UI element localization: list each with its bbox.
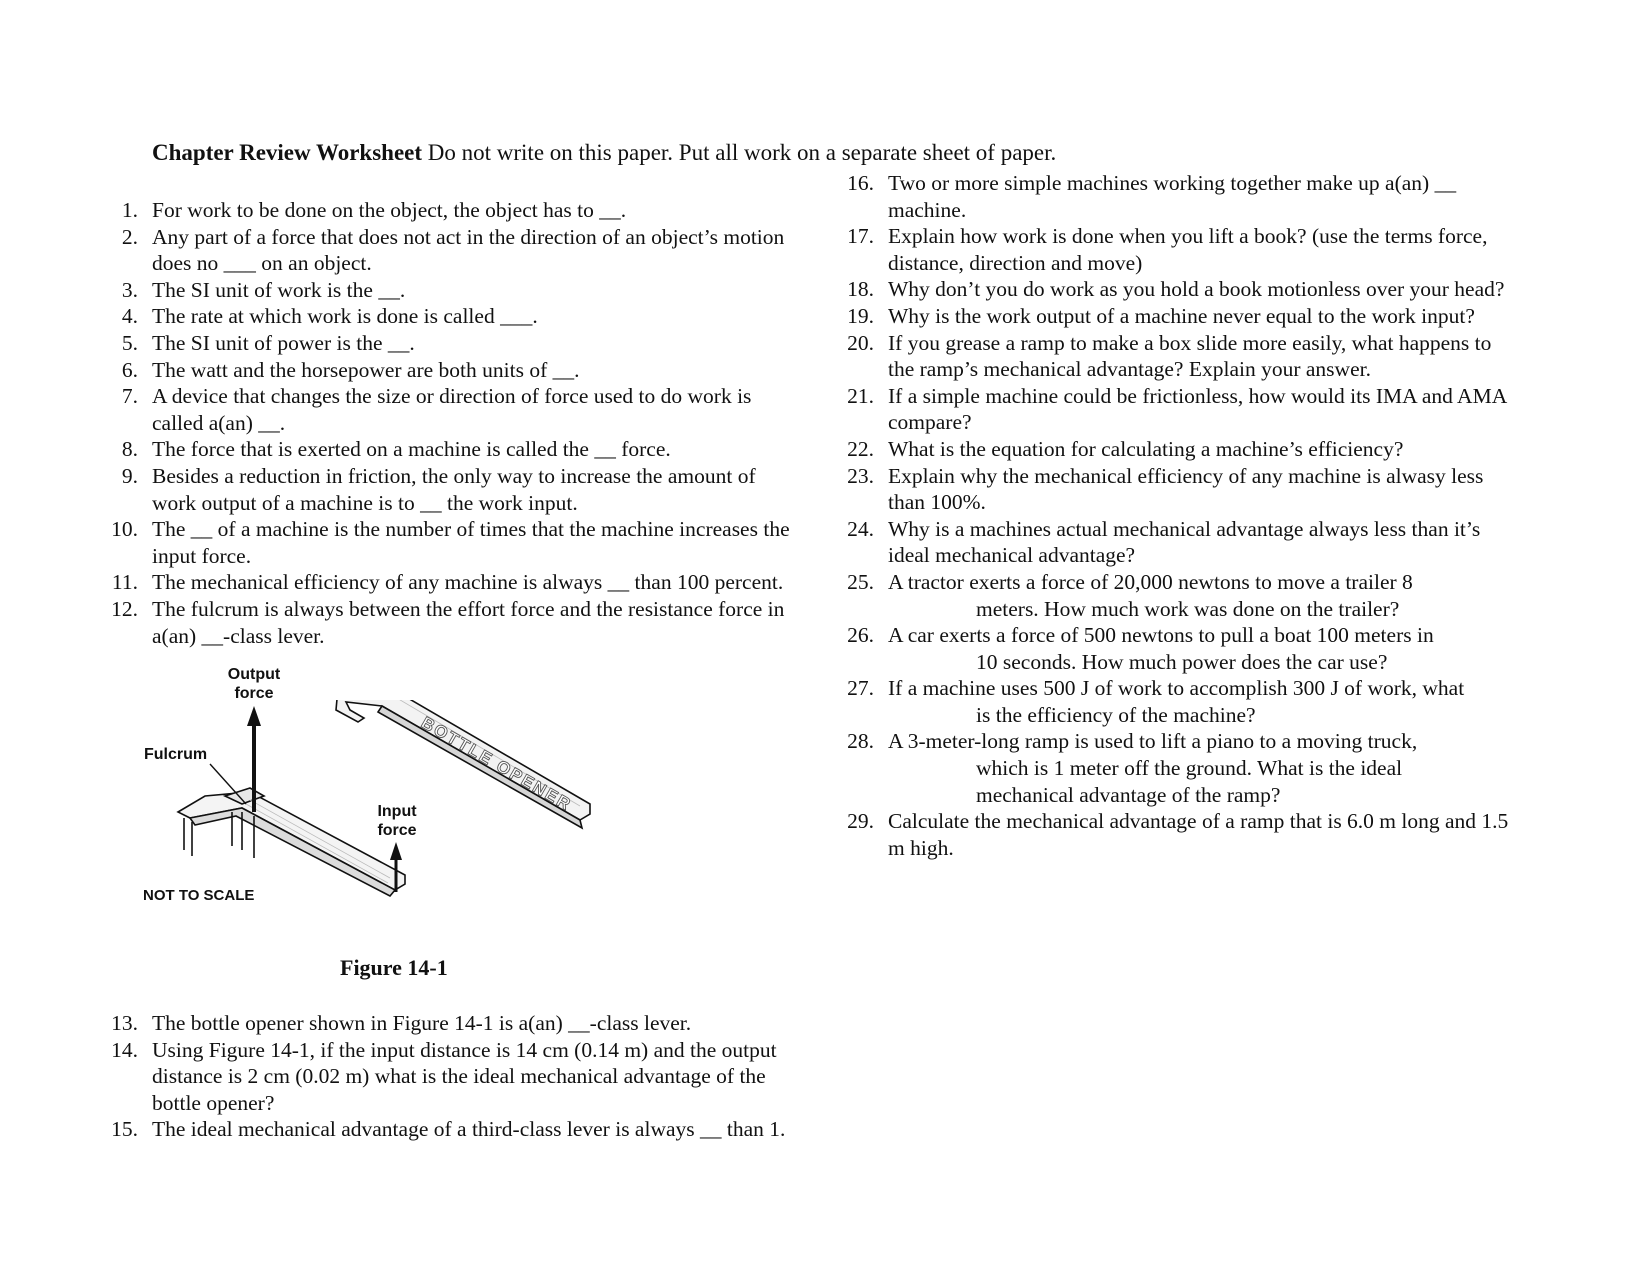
question-item: [840, 383, 1520, 436]
output-force-label-line2: force: [234, 685, 274, 702]
fulcrum-label: Fulcrum: [144, 746, 208, 763]
not-to-scale-label: NOT TO SCALE: [143, 887, 255, 904]
question-number: 19.: [847, 303, 874, 328]
figure-14-1: [143, 666, 640, 920]
output-force-label: [222, 665, 286, 703]
question-text: Why is the work output of a machine never equal to the work input?: [888, 303, 1475, 328]
question-item: [104, 197, 794, 224]
question-item: [840, 463, 1520, 516]
problem-text-line2: is the efficiency of the machine?: [976, 702, 1256, 727]
question-number: 21.: [847, 383, 874, 408]
question-text: Why don’t you do work as you hold a book motionless over your head?: [888, 277, 1505, 302]
question-list-right: [840, 170, 1520, 861]
worksheet-title: Chapter Review Worksheet: [152, 140, 423, 165]
question-item: [104, 357, 794, 384]
input-force-label-line2: force: [377, 822, 417, 839]
question-item: [840, 516, 1520, 569]
question-item: [104, 596, 794, 649]
question-text: Why is a machines actual mechanical advantage always less than it’s ideal mechanical advantage?: [888, 516, 1481, 568]
question-number: 27.: [847, 676, 874, 701]
question-text: Besides a reduction in friction, the only way to increase the amount of work output of a machine is to __ the work input.: [152, 463, 756, 515]
problem-item: [840, 675, 1520, 728]
question-item: [104, 303, 794, 330]
question-text: Using Figure 14-1, if the input distance is 14 cm (0.14 m) and the output distance is 2 cm (0.02 m) what is the ideal mechanical advantage of the bottle opener?: [152, 1037, 777, 1115]
question-number: 9.: [121, 463, 138, 488]
question-number: 2.: [121, 224, 138, 249]
question-number: 12.: [111, 596, 138, 621]
question-text: The ideal mechanical advantage of a third-class lever is always __ than 1.: [152, 1117, 786, 1142]
question-item: [840, 330, 1520, 383]
question-number: 28.: [847, 729, 874, 754]
question-list-left-bottom: [104, 1010, 794, 1143]
question-number: 23.: [847, 463, 874, 488]
question-number: 16.: [847, 171, 874, 195]
output-force-label-line1: Output: [227, 666, 281, 683]
question-text: If you grease a ramp to make a box slide more easily, what happens to the ramp’s mechanical advantage? Explain your answer.: [888, 330, 1492, 382]
question-number: 1.: [121, 198, 138, 222]
question-text: For work to be done on the object, the object has to __.: [152, 198, 627, 222]
question-number: 11.: [111, 570, 138, 595]
question-text: Calculate the mechanical advantage of a ramp that is 6.0 m long and 1.5 m high.: [888, 809, 1509, 860]
question-text: If a simple machine could be frictionless, how would its IMA and AMA compare?: [888, 383, 1507, 435]
problem-item: [840, 569, 1520, 622]
question-text: Any part of a force that does not act in the direction of an object’s motion does no ___ on an object.: [152, 224, 785, 276]
question-item: [104, 277, 794, 304]
question-number: 6.: [121, 357, 138, 382]
question-text: The force that is exerted on a machine is called the __ force.: [152, 437, 671, 462]
question-number: 13.: [111, 1011, 138, 1035]
question-number: 5.: [121, 330, 138, 355]
question-number: 7.: [121, 384, 138, 409]
question-item: [840, 223, 1520, 276]
question-number: 22.: [847, 436, 874, 461]
problem-item: [840, 728, 1520, 808]
question-number: 4.: [121, 304, 138, 329]
problem-text-line2: meters. How much work was done on the trailer?: [976, 596, 1400, 621]
question-text: The bottle opener shown in Figure 14-1 is a(an) __-class lever.: [152, 1011, 692, 1035]
question-number: 20.: [847, 330, 874, 355]
question-text: The fulcrum is always between the effort force and the resistance force in a(an) __-class lever.: [152, 596, 785, 648]
figure-caption: Figure 14-1: [340, 955, 448, 980]
question-number: 24.: [847, 516, 874, 541]
question-text: Explain how work is done when you lift a book? (use the terms force, distance, direction and move): [888, 224, 1488, 275]
problem-text-line1: A tractor exerts a force of 20,000 newtons to move a trailer 8: [888, 569, 1413, 594]
question-item: [840, 808, 1520, 861]
problem-text-line3: mechanical advantage of the ramp?: [976, 782, 1281, 807]
question-item: [104, 330, 794, 357]
question-number: 14.: [111, 1037, 138, 1062]
question-list-left: [104, 197, 794, 649]
worksheet-instructions: Do not write on this paper. Put all work on a separate sheet of paper.: [427, 140, 1057, 165]
question-number: 29.: [847, 809, 874, 834]
question-text: What is the equation for calculating a machine’s efficiency?: [888, 436, 1404, 461]
question-text: Two or more simple machines working together make up a(an) __ machine.: [888, 171, 1457, 222]
question-item: [104, 383, 794, 436]
question-item: [104, 1037, 794, 1117]
question-number: 17.: [847, 224, 874, 249]
question-item: [840, 436, 1520, 463]
question-item: [840, 303, 1520, 330]
input-force-label: [372, 802, 422, 840]
problem-text-line2: which is 1 meter off the ground. What is the ideal: [976, 756, 1403, 781]
question-text: The SI unit of work is the __.: [152, 277, 406, 302]
question-item: [104, 463, 794, 516]
question-number: 25.: [847, 569, 874, 594]
bottle-opener-text: BOTTLE OPENER: [418, 713, 576, 815]
question-item: [104, 436, 794, 463]
problem-text-line1: If a machine uses 500 J of work to accomplish 300 J of work, what: [888, 676, 1465, 701]
question-item: [104, 1010, 794, 1037]
question-item: [840, 276, 1520, 303]
question-number: 8.: [121, 437, 138, 462]
problem-text-line2: 10 seconds. How much power does the car use?: [976, 649, 1388, 674]
question-text: A device that changes the size or direction of force used to do work is called a(an) __.: [152, 384, 752, 435]
question-item: [104, 569, 794, 596]
input-force-label-line1: Input: [377, 803, 417, 820]
question-item: [840, 170, 1520, 223]
question-item: [104, 516, 794, 569]
question-text: The rate at which work is done is called ___.: [152, 304, 538, 329]
problem-text-line1: A 3-meter-long ramp is used to lift a piano to a moving truck,: [888, 729, 1418, 754]
question-text: Explain why the mechanical efficiency of any machine is alwasy less than 100%.: [888, 463, 1484, 515]
question-text: The watt and the horsepower are both units of __.: [152, 357, 580, 382]
question-number: 15.: [111, 1117, 138, 1142]
question-number: 3.: [121, 277, 138, 302]
question-text: The __ of a machine is the number of times that the machine increases the input force.: [152, 517, 790, 568]
problem-text-line1: A car exerts a force of 500 newtons to pull a boat 100 meters in: [888, 623, 1434, 648]
question-number: 18.: [847, 277, 874, 302]
worksheet-header: [152, 139, 1056, 167]
question-text: The SI unit of power is the __.: [152, 330, 415, 355]
question-number: 10.: [111, 517, 138, 542]
question-item: [104, 224, 794, 277]
question-number: 26.: [847, 623, 874, 648]
problem-item: [840, 622, 1520, 675]
question-text: The mechanical efficiency of any machine is always __ than 100 percent.: [152, 570, 784, 595]
question-item: [104, 1116, 794, 1143]
